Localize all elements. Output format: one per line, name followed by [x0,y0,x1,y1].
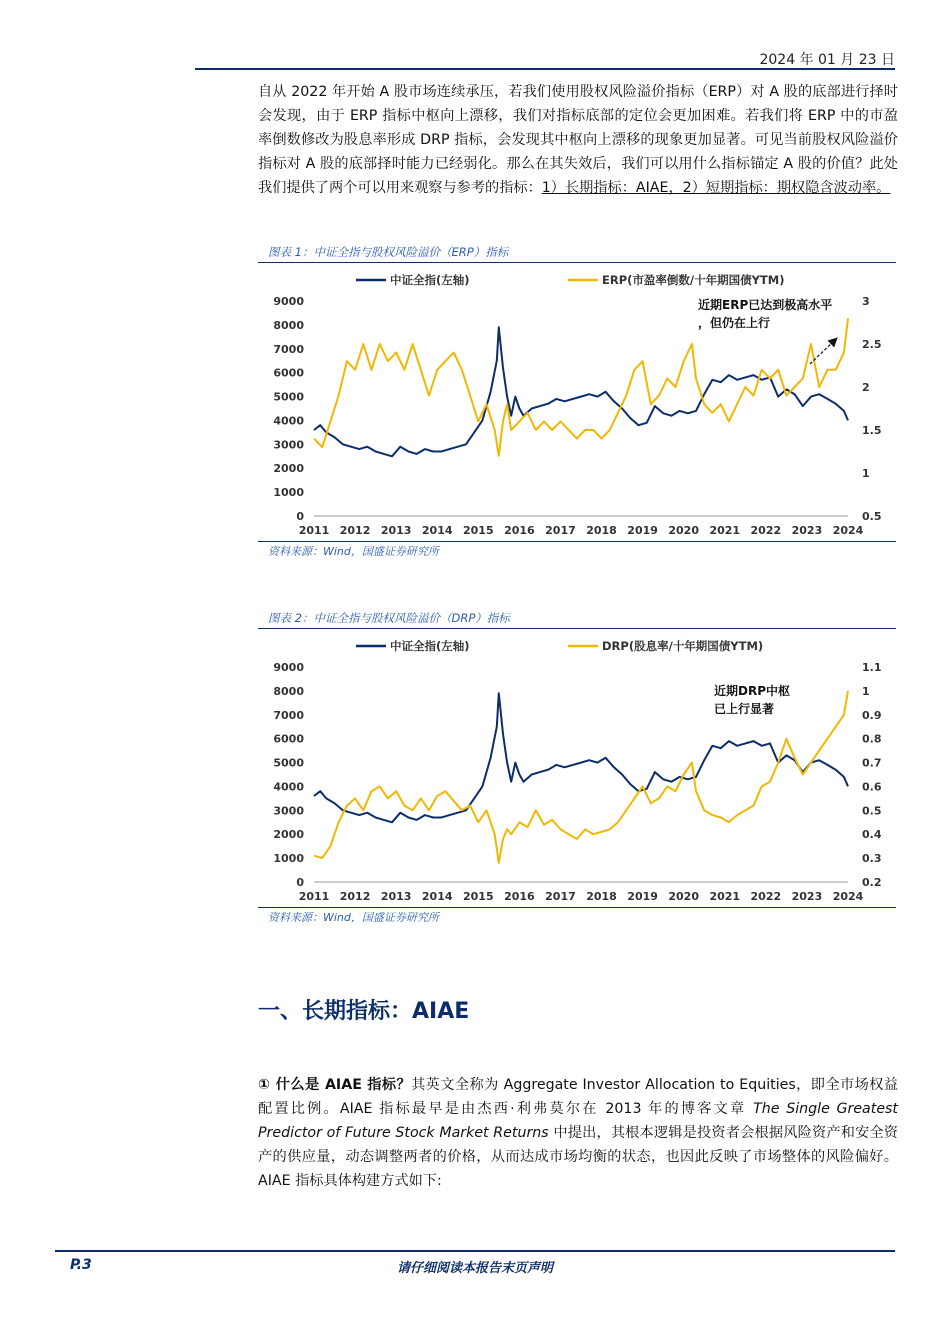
x-tick-label: 2014 [421,524,453,537]
y-right-tick-label: 2 [862,381,870,394]
y-right-tick-label: 1 [862,467,870,480]
y-left-tick-label: 3000 [273,438,304,452]
aiae-text-1: 其英文全称为 Aggregate Investor Allocation to Equities，即全市场权益配置比例。AIAE 指标最早是由杰西·利弗莫尔在 2013 年的博客文章 [258,1077,898,1117]
intro-text: 自从 2022 年开始 A 股市场连续承压，若我们使用股权风险溢价指标（ERP）对 A 股的底部进行择时会发现，由于 ERP 指标中枢向上漂移，我们对指标底部的定位会更加困难。若我们将 ERP 中的市盈率倒数修改为股息率形成 DRP 指标，会发现其中枢向上漂移的现象更加显著。可见当前股权风险溢价指标对 A 股的底部择时能力已经弱化。那么在其失效后，我们可以用什么指标锚定 A 股的价值？此处我们提供了两个可以用来观察与参考的指标： [258,84,898,196]
x-tick-label: 2019 [627,524,658,537]
x-tick-label: 2020 [668,524,700,537]
x-tick-label: 2022 [750,524,782,537]
x-tick-label: 2018 [586,890,617,903]
x-tick-label: 2014 [421,890,453,903]
x-tick-label: 2017 [545,890,576,903]
x-tick-label: 2013 [380,524,412,537]
chart-annotation [714,683,790,716]
annotation-line-2: 已上行显著 [714,702,775,716]
y-right-tick-label: 1.1 [862,661,882,674]
y-right-tick-label: 0.9 [862,708,882,722]
x-tick-label: 2015 [462,890,494,903]
x-tick-label: 2011 [298,890,330,903]
y-right-tick-label: 0.6 [862,780,882,794]
series-line-premium [314,318,848,456]
y-left-tick-label: 8000 [273,318,304,332]
figure1-frame [258,262,896,542]
intro-paragraph [258,80,898,200]
y-left-tick-label: 2000 [273,828,304,842]
y-left-tick-label: 2000 [273,462,304,476]
x-tick-label: 2024 [832,890,864,903]
y-right-tick-label: 1 [862,684,870,698]
aiae-question: ① 什么是 AIAE 指标？ [258,1077,412,1093]
x-tick-label: 2021 [709,890,741,903]
y-right-tick-label: 0.3 [862,852,882,866]
y-left-tick-label: 0 [296,876,304,889]
report-date: 2024 年 01 月 23 日 [759,52,895,68]
aiae-text-2: 中提出，其根本逻辑是投资者会根据风险资产和安全资产的供应量，动态调整两者的价格，从而达成市场均衡的状态，也因此反映了市场整体的风险偏好。AIAE 指标具体构建方式如下: [258,1125,898,1189]
series-line-index [314,327,848,456]
x-tick-label: 2023 [791,890,823,903]
header-divider [195,68,895,70]
x-tick-label: 2011 [298,524,330,537]
x-tick-label: 2023 [791,524,823,537]
x-tick-label: 2012 [339,890,371,903]
annotation-line-2: ，但仍在上行 [698,316,771,330]
legend-label-index: 中证全指(左轴) [390,639,470,653]
y-left-tick-label: 7000 [273,708,304,722]
footer-divider [55,1250,895,1252]
x-tick-label: 2022 [750,890,782,903]
y-right-tick-label: 0.2 [862,876,882,889]
y-left-tick-label: 1000 [273,486,304,500]
y-left-tick-label: 6000 [273,366,304,380]
x-tick-label: 2017 [545,524,576,537]
y-right-tick-label: 0.4 [862,828,882,842]
y-right-tick-label: 0.5 [862,510,882,523]
page-number: P.3 [70,1257,92,1273]
x-tick-label: 2016 [504,524,535,537]
x-tick-label: 2024 [832,524,864,537]
x-tick-label: 2013 [380,890,412,903]
y-left-tick-label: 5000 [273,390,304,404]
x-tick-label: 2019 [627,890,658,903]
x-tick-label: 2012 [339,524,371,537]
intro-underlined-text: 1）长期指标：AIAE，2）短期指标：期权隐含波动率。 [541,180,891,196]
y-right-tick-label: 3 [862,295,870,308]
series-line-premium [314,691,848,863]
y-left-tick-label: 5000 [273,756,304,770]
footer-disclaimer: 请仔细阅读本报告末页声明 [396,1261,553,1276]
y-left-tick-label: 9000 [273,295,304,308]
legend-label-premium: ERP(市盈率倒数/十年期国债YTM) [602,273,785,287]
x-tick-label: 2021 [709,524,741,537]
legend-label-index: 中证全指(左轴) [390,273,470,287]
y-left-tick-label: 9000 [273,661,304,674]
figure1-source: 资料来源：Wind，国盛证券研究所 [268,545,439,558]
x-tick-label: 2018 [586,524,617,537]
figure2-title: 图表 2：中证全指与股权风险溢价（DRP）指标 [268,611,510,625]
aiae-article-title: The Single Greatest Predictor of Future Stock Market Returns [258,1101,898,1141]
legend-label-premium: DRP(股息率/十年期国债YTM) [602,639,764,653]
y-left-tick-label: 4000 [273,780,304,794]
figure2-chart [258,629,896,907]
aiae-paragraph [258,1073,898,1193]
figure2-frame [258,628,896,908]
y-left-tick-label: 3000 [273,804,304,818]
y-right-tick-label: 0.7 [862,756,882,770]
x-tick-label: 2016 [504,890,535,903]
y-right-tick-label: 1.5 [862,424,882,437]
y-left-tick-label: 6000 [273,732,304,746]
annotation-line-1: 近期DRP中枢 [714,684,790,698]
x-tick-label: 2015 [462,524,494,537]
annotation-arrow [810,339,836,364]
figure2-source: 资料来源：Wind，国盛证券研究所 [268,911,439,924]
y-left-tick-label: 1000 [273,852,304,866]
section-heading: 一、长期指标：AIAE [258,999,470,1024]
y-right-tick-label: 0.8 [862,732,882,746]
x-tick-label: 2020 [668,890,700,903]
figure1-title: 图表 1：中证全指与股权风险溢价（ERP）指标 [268,245,509,259]
y-left-tick-label: 7000 [273,342,304,356]
figure1-chart [258,263,896,541]
y-left-tick-label: 8000 [273,684,304,698]
y-left-tick-label: 4000 [273,414,304,428]
annotation-line-1: 近期ERP已达到极高水平 [698,298,833,312]
y-right-tick-label: 2.5 [862,338,882,351]
chart-annotation [698,297,832,330]
y-left-tick-label: 0 [296,510,304,523]
y-right-tick-label: 0.5 [862,804,882,818]
